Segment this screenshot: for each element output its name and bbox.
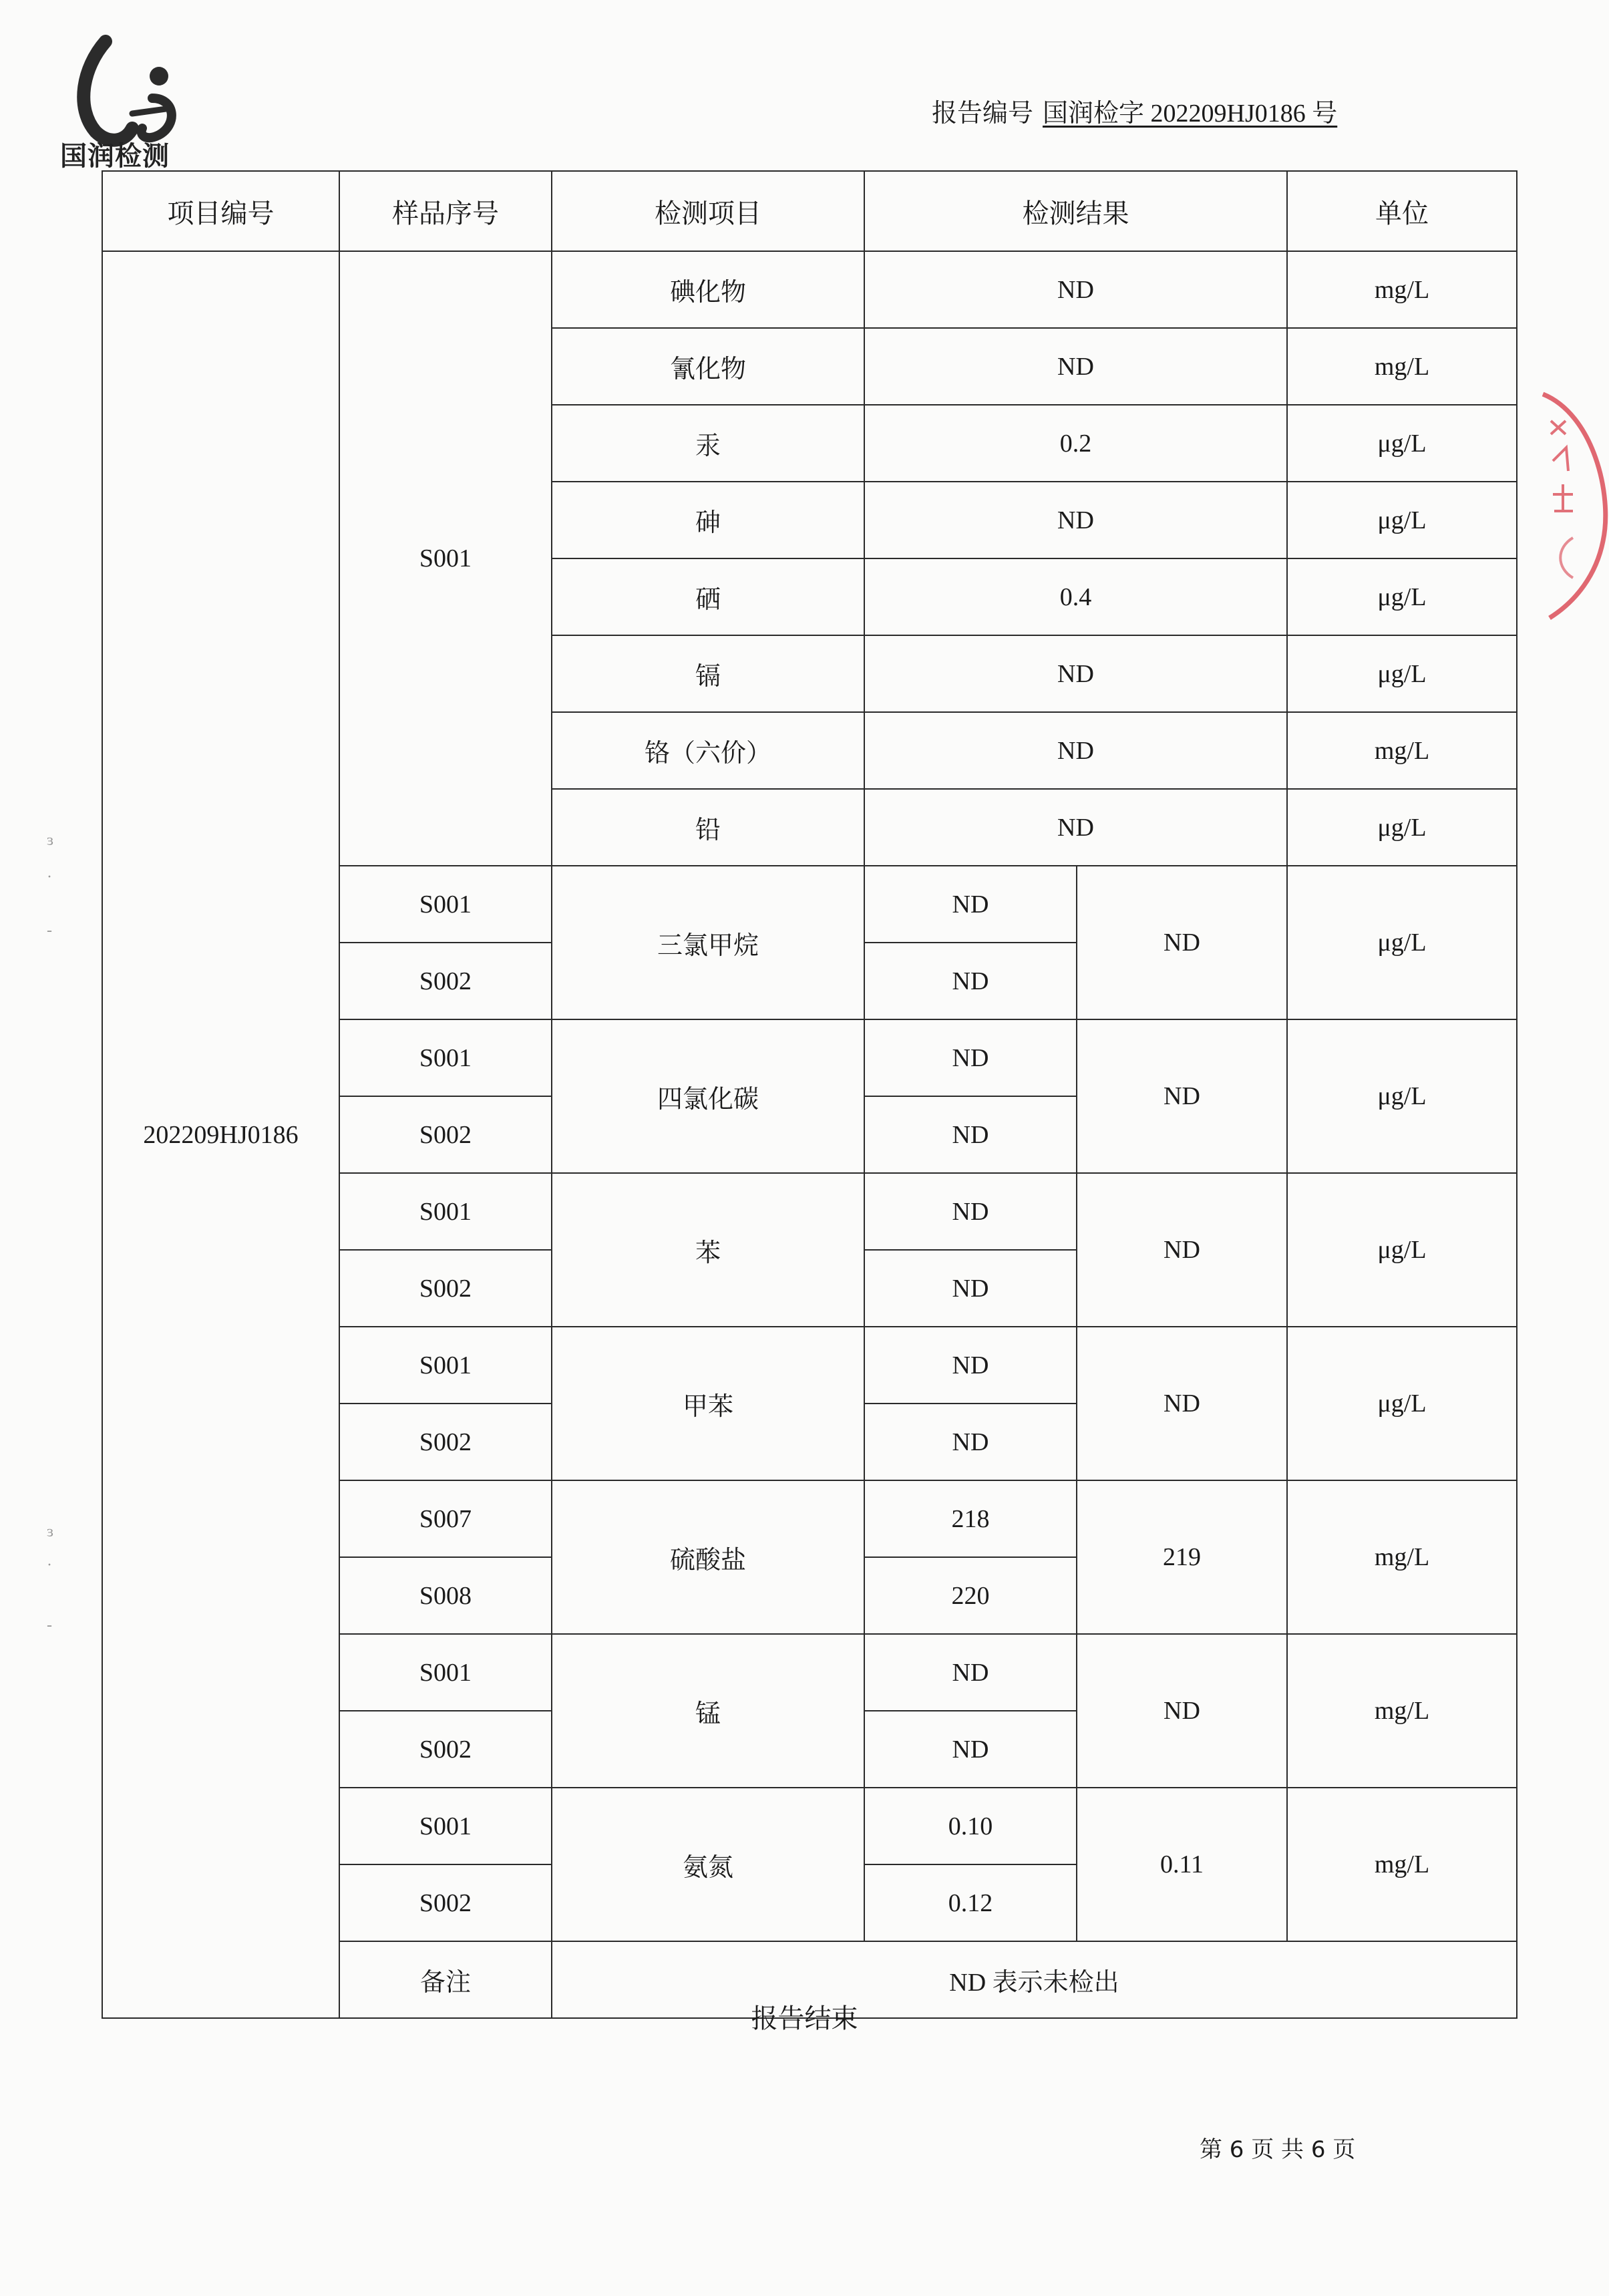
sample-no-cell: S002 — [339, 1404, 552, 1480]
result-cell: ND — [864, 789, 1287, 866]
sample-no-cell: S002 — [339, 1864, 552, 1941]
item-cell: 苯 — [552, 1173, 864, 1327]
item-cell: 汞 — [552, 405, 864, 482]
item-cell: 砷 — [552, 482, 864, 558]
unit-cell: mg/L — [1287, 1634, 1517, 1788]
result-cell: 218 — [864, 1480, 1077, 1557]
unit-cell: μg/L — [1287, 1327, 1517, 1480]
header-test-item: 检测项目 — [552, 171, 864, 251]
result-cell: ND — [864, 1404, 1077, 1480]
header-unit: 单位 — [1287, 171, 1517, 251]
result-cell: ND — [864, 635, 1287, 712]
sample-no-cell: S001 — [339, 1019, 552, 1096]
header-project-id: 项目编号 — [102, 171, 339, 251]
unit-cell: μg/L — [1287, 789, 1517, 866]
result-cell: ND — [864, 1327, 1077, 1404]
report-end-text: 报告结束 — [751, 2003, 858, 2033]
report-number-label: 报告编号 — [932, 100, 1034, 128]
unit-cell: μg/L — [1287, 405, 1517, 482]
unit-cell: mg/L — [1287, 251, 1517, 328]
sample-no-cell: S002 — [339, 1250, 552, 1327]
sample-no-cell: S002 — [339, 943, 552, 1019]
result-cell: 0.10 — [864, 1788, 1077, 1864]
sample-no-cell: S008 — [339, 1557, 552, 1634]
item-cell: 铬（六价） — [552, 712, 864, 789]
result-cell: ND — [864, 328, 1287, 405]
result-cell: 0.2 — [864, 405, 1287, 482]
result-cell: ND — [864, 1019, 1077, 1096]
item-cell: 氰化物 — [552, 328, 864, 405]
result-cell: ND — [864, 712, 1287, 789]
official-seal — [1536, 387, 1609, 621]
remark-label: 备注 — [339, 1941, 552, 2018]
item-cell: 氨氮 — [552, 1788, 864, 1941]
average-cell: ND — [1077, 1019, 1287, 1173]
item-cell: 镉 — [552, 635, 864, 712]
result-cell: ND — [864, 1250, 1077, 1327]
result-cell: 0.4 — [864, 558, 1287, 635]
average-cell: 219 — [1077, 1480, 1287, 1634]
table-header-row — [102, 171, 1517, 251]
header-sample-no: 样品序号 — [339, 171, 552, 251]
report-number — [932, 92, 1337, 129]
unit-cell: mg/L — [1287, 1480, 1517, 1634]
header-result: 检测结果 — [864, 171, 1287, 251]
result-cell: ND — [864, 1634, 1077, 1711]
project-id-cell: 202209HJ0186 — [102, 251, 339, 2018]
sample-no-cell: S007 — [339, 1480, 552, 1557]
unit-cell: μg/L — [1287, 482, 1517, 558]
sample-no-cell: S001 — [339, 1173, 552, 1250]
unit-cell: μg/L — [1287, 558, 1517, 635]
item-cell: 三氯甲烷 — [552, 866, 864, 1019]
result-cell: ND — [864, 1711, 1077, 1788]
average-cell: ND — [1077, 1327, 1287, 1480]
average-cell: ND — [1077, 866, 1287, 1019]
average-cell: ND — [1077, 1634, 1287, 1788]
result-cell: ND — [864, 943, 1077, 1019]
page-number: 第 6 页 共 6 页 — [1200, 2136, 1356, 2163]
unit-cell: μg/L — [1287, 635, 1517, 712]
result-cell: ND — [864, 1096, 1077, 1173]
result-cell: 0.12 — [864, 1864, 1077, 1941]
unit-cell: μg/L — [1287, 1019, 1517, 1173]
unit-cell: μg/L — [1287, 866, 1517, 1019]
item-cell: 硒 — [552, 558, 864, 635]
unit-cell: μg/L — [1287, 1173, 1517, 1327]
item-cell: 锰 — [552, 1634, 864, 1788]
average-cell: 0.11 — [1077, 1788, 1287, 1941]
result-cell: ND — [864, 251, 1287, 328]
unit-cell: mg/L — [1287, 328, 1517, 405]
remark-text: ND 表示未检出 — [552, 1941, 1517, 2018]
item-cell: 硫酸盐 — [552, 1480, 864, 1634]
sample-no-cell: S001 — [339, 1327, 552, 1404]
item-cell: 铅 — [552, 789, 864, 866]
sample-no-cell: S001 — [339, 866, 552, 943]
average-cell: ND — [1077, 1173, 1287, 1327]
item-cell: 甲苯 — [552, 1327, 864, 1480]
table-row — [102, 251, 1517, 328]
logo-text: 国润检测 — [60, 141, 170, 172]
unit-cell: mg/L — [1287, 1788, 1517, 1941]
result-cell: ND — [864, 1173, 1077, 1250]
sample-no-cell: S001 — [339, 1634, 552, 1711]
report-number-value: 国润检字 202209HJ0186 号 — [1043, 100, 1338, 128]
item-cell: 四氯化碳 — [552, 1019, 864, 1173]
sample-no-cell: S001 — [339, 251, 552, 866]
results-table — [102, 170, 1517, 2019]
result-cell: ND — [864, 866, 1077, 943]
item-cell: 碘化物 — [552, 251, 864, 328]
sample-no-cell: S002 — [339, 1711, 552, 1788]
unit-cell: mg/L — [1287, 712, 1517, 789]
sample-no-cell: S002 — [339, 1096, 552, 1173]
sample-no-cell: S001 — [339, 1788, 552, 1864]
result-cell: 220 — [864, 1557, 1077, 1634]
result-cell: ND — [864, 482, 1287, 558]
